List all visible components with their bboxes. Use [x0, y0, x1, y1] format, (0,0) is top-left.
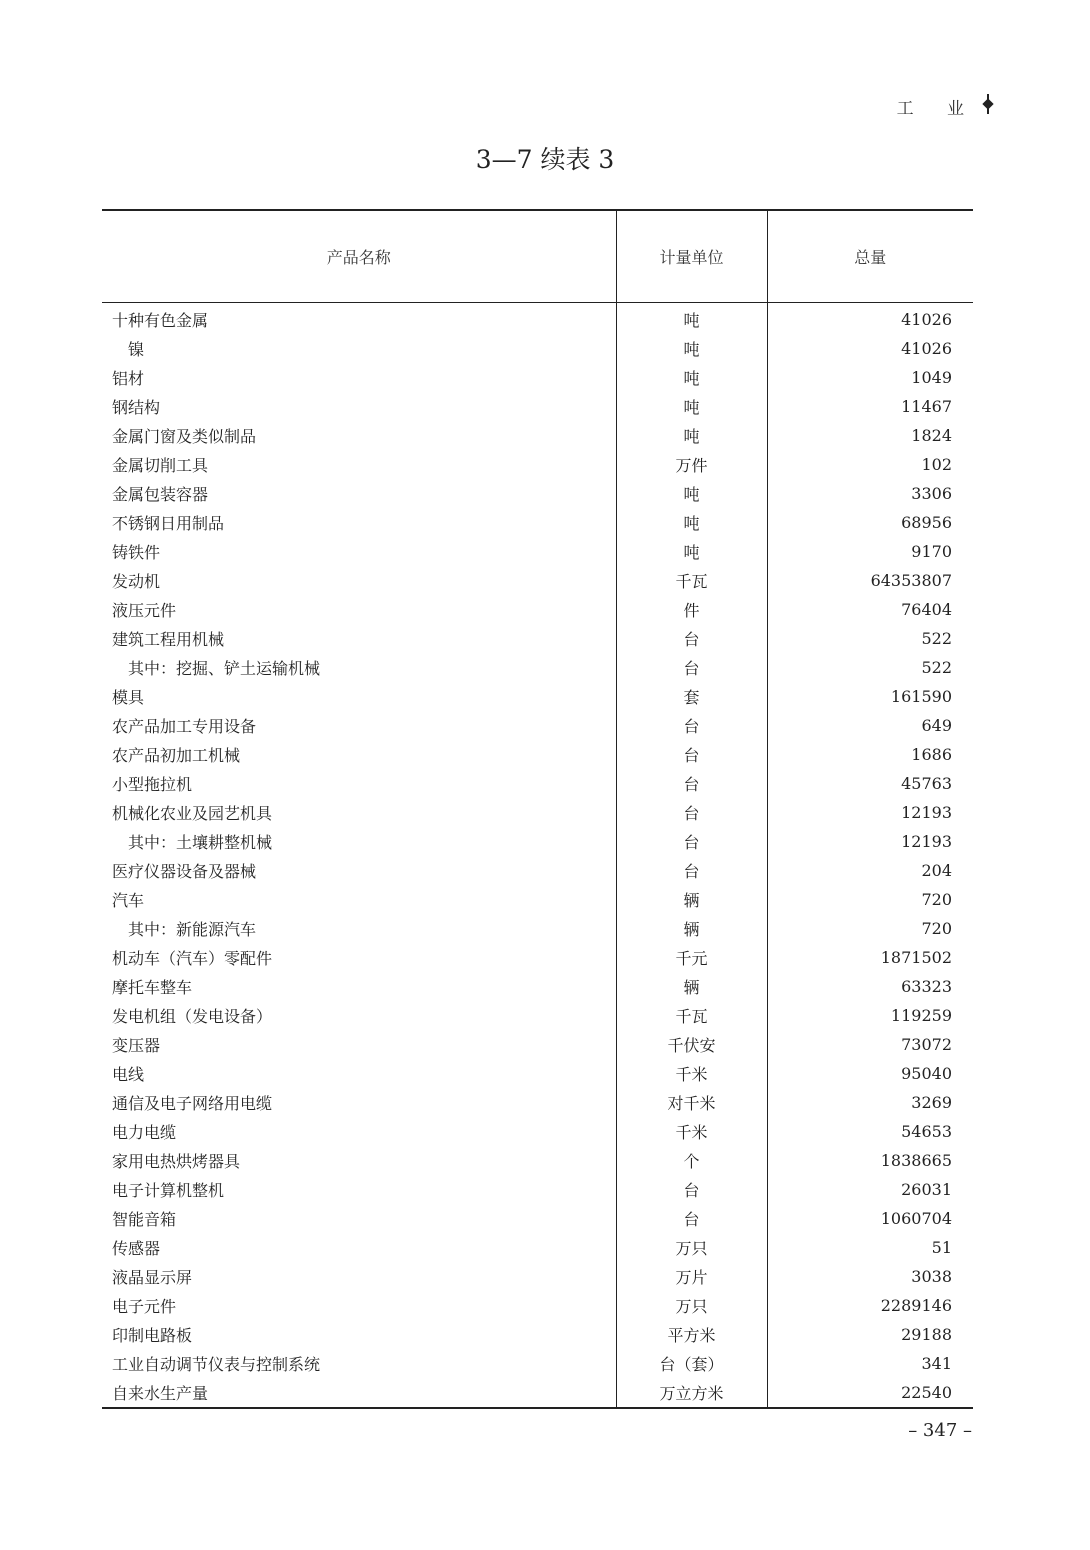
table-row — [102, 566, 973, 595]
product-name-cell: 钢结构 — [112, 398, 161, 417]
total-cell: 3038 — [767, 1262, 973, 1291]
product-name-cell: 铸铁件 — [112, 543, 161, 562]
product-name-cell: 金属门窗及类似制品 — [112, 427, 257, 446]
unit-cell: 辆 — [616, 972, 767, 1001]
table-row — [102, 1175, 973, 1204]
unit-cell: 吨 — [616, 303, 767, 335]
unit-cell: 件 — [616, 595, 767, 624]
total-cell: 204 — [767, 856, 973, 885]
total-cell: 3269 — [767, 1088, 973, 1117]
table-row — [102, 1059, 973, 1088]
unit-cell: 辆 — [616, 914, 767, 943]
unit-cell: 千米 — [616, 1117, 767, 1146]
total-cell: 119259 — [767, 1001, 973, 1030]
total-cell: 1686 — [767, 740, 973, 769]
product-name-cell: 十种有色金属 — [112, 311, 209, 330]
product-name-cell: 发电机组（发电设备） — [112, 1007, 273, 1026]
total-cell: 3306 — [767, 479, 973, 508]
unit-cell: 台 — [616, 827, 767, 856]
unit-cell: 台 — [616, 1175, 767, 1204]
product-name-cell: 通信及电子网络用电缆 — [112, 1094, 273, 1113]
unit-cell: 台（套） — [616, 1349, 767, 1378]
unit-cell: 吨 — [616, 334, 767, 363]
unit-cell: 套 — [616, 682, 767, 711]
unit-cell: 千瓦 — [616, 566, 767, 595]
total-cell: 73072 — [767, 1030, 973, 1059]
product-name-cell: 家用电热烘烤器具 — [112, 1152, 241, 1171]
total-cell: 720 — [767, 914, 973, 943]
unit-cell: 吨 — [616, 392, 767, 421]
table-row — [102, 653, 973, 682]
total-cell: 29188 — [767, 1320, 973, 1349]
total-cell: 63323 — [767, 972, 973, 1001]
total-cell: 51 — [767, 1233, 973, 1262]
unit-cell: 个 — [616, 1146, 767, 1175]
product-name-cell: 电子元件 — [112, 1297, 177, 1316]
unit-cell: 台 — [616, 711, 767, 740]
table-row — [102, 363, 973, 392]
unit-cell: 吨 — [616, 479, 767, 508]
table-row — [102, 972, 973, 1001]
total-cell: 1060704 — [767, 1204, 973, 1233]
unit-cell: 万片 — [616, 1262, 767, 1291]
table-row — [102, 392, 973, 421]
product-name-cell: 摩托车整车 — [112, 978, 193, 997]
unit-cell: 台 — [616, 1204, 767, 1233]
unit-cell: 千元 — [616, 943, 767, 972]
table-row — [102, 1088, 973, 1117]
table-row — [102, 537, 973, 566]
product-name-cell: 机动车（汽车）零配件 — [112, 949, 273, 968]
product-name-cell: 电线 — [112, 1065, 145, 1084]
table-row — [102, 1146, 973, 1175]
unit-cell: 台 — [616, 740, 767, 769]
unit-cell: 万只 — [616, 1233, 767, 1262]
table-row — [102, 1233, 973, 1262]
column-header-total: 总量 — [767, 210, 973, 303]
table-row — [102, 508, 973, 537]
section-label: 工 业 — [896, 99, 978, 119]
product-name-cell: 电子计算机整机 — [112, 1181, 225, 1200]
product-name-cell: 其中：新能源汽车 — [128, 920, 257, 939]
product-name-cell: 液晶显示屏 — [112, 1268, 193, 1287]
table-row — [102, 334, 973, 363]
product-name-cell: 金属切削工具 — [112, 456, 209, 475]
total-cell: 1824 — [767, 421, 973, 450]
product-name-cell: 液压元件 — [112, 601, 177, 620]
column-header-unit: 计量单位 — [616, 210, 767, 303]
table-row — [102, 827, 973, 856]
unit-cell: 台 — [616, 769, 767, 798]
table-row — [102, 624, 973, 653]
unit-cell: 千瓦 — [616, 1001, 767, 1030]
table-row — [102, 1262, 973, 1291]
product-name-cell: 铝材 — [112, 369, 145, 388]
table-row — [102, 682, 973, 711]
total-cell: 11467 — [767, 392, 973, 421]
unit-cell: 吨 — [616, 421, 767, 450]
total-cell: 1871502 — [767, 943, 973, 972]
column-header-product-name: 产品名称 — [102, 210, 616, 303]
unit-cell: 台 — [616, 798, 767, 827]
total-cell: 102 — [767, 450, 973, 479]
unit-cell: 万立方米 — [616, 1378, 767, 1408]
total-cell: 161590 — [767, 682, 973, 711]
table-body — [102, 303, 973, 1409]
unit-cell: 千米 — [616, 1059, 767, 1088]
product-name-cell: 农产品初加工机械 — [112, 746, 241, 765]
table-row — [102, 740, 973, 769]
total-cell: 2289146 — [767, 1291, 973, 1320]
total-cell: 9170 — [767, 537, 973, 566]
product-name-cell: 汽车 — [112, 891, 145, 910]
product-name-cell: 自来水生产量 — [112, 1384, 209, 1403]
table-row — [102, 1349, 973, 1378]
total-cell: 522 — [767, 653, 973, 682]
unit-cell: 平方米 — [616, 1320, 767, 1349]
running-header — [897, 94, 978, 119]
diamond-icon — [982, 98, 993, 109]
total-cell: 45763 — [767, 769, 973, 798]
product-name-cell: 农产品加工专用设备 — [112, 717, 257, 736]
table-row — [102, 914, 973, 943]
total-cell: 720 — [767, 885, 973, 914]
unit-cell: 台 — [616, 624, 767, 653]
product-name-cell: 发动机 — [112, 572, 161, 591]
total-cell: 341 — [767, 1349, 973, 1378]
product-name-cell: 智能音箱 — [112, 1210, 177, 1229]
unit-cell: 吨 — [616, 363, 767, 392]
product-name-cell: 医疗仪器设备及器械 — [112, 862, 257, 881]
unit-cell: 万只 — [616, 1291, 767, 1320]
total-cell: 1049 — [767, 363, 973, 392]
total-cell: 76404 — [767, 595, 973, 624]
total-cell: 41026 — [767, 334, 973, 363]
unit-cell: 千伏安 — [616, 1030, 767, 1059]
table-row — [102, 885, 973, 914]
table-row — [102, 1378, 973, 1408]
total-cell: 522 — [767, 624, 973, 653]
unit-cell: 对千米 — [616, 1088, 767, 1117]
table-row — [102, 769, 973, 798]
total-cell: 12193 — [767, 827, 973, 856]
table-row — [102, 595, 973, 624]
product-name-cell: 机械化农业及园艺机具 — [112, 804, 273, 823]
product-name-cell: 其中：挖掘、铲土运输机械 — [128, 659, 321, 678]
table-row — [102, 1320, 973, 1349]
product-name-cell: 镍 — [128, 340, 145, 359]
unit-cell: 台 — [616, 653, 767, 682]
unit-cell: 台 — [616, 856, 767, 885]
table-row — [102, 479, 973, 508]
total-cell: 64353807 — [767, 566, 973, 595]
table-row — [102, 421, 973, 450]
total-cell: 1838665 — [767, 1146, 973, 1175]
total-cell: 649 — [767, 711, 973, 740]
total-cell: 26031 — [767, 1175, 973, 1204]
page-number: – 347 – — [908, 1420, 972, 1441]
table-row — [102, 1001, 973, 1030]
product-name-cell: 模具 — [112, 688, 145, 707]
total-cell: 54653 — [767, 1117, 973, 1146]
product-name-cell: 电力电缆 — [112, 1123, 177, 1142]
table-row — [102, 1204, 973, 1233]
statistics-table — [102, 209, 973, 1409]
total-cell: 41026 — [767, 303, 973, 335]
product-name-cell: 工业自动调节仪表与控制系统 — [112, 1355, 321, 1374]
product-name-cell: 小型拖拉机 — [112, 775, 193, 794]
total-cell: 22540 — [767, 1378, 973, 1408]
unit-cell: 吨 — [616, 537, 767, 566]
product-name-cell: 金属包装容器 — [112, 485, 209, 504]
table-row — [102, 1117, 973, 1146]
unit-cell: 万件 — [616, 450, 767, 479]
table-row — [102, 711, 973, 740]
table-row — [102, 943, 973, 972]
table-row — [102, 1030, 973, 1059]
table-row — [102, 856, 973, 885]
product-name-cell: 其中：土壤耕整机械 — [128, 833, 273, 852]
product-name-cell: 印制电路板 — [112, 1326, 193, 1345]
total-cell: 12193 — [767, 798, 973, 827]
table-title: 3—7 续表 3 — [475, 145, 615, 174]
unit-cell: 辆 — [616, 885, 767, 914]
product-name-cell: 建筑工程用机械 — [112, 630, 225, 649]
total-cell: 95040 — [767, 1059, 973, 1088]
table-row — [102, 798, 973, 827]
table-header-row — [102, 210, 973, 303]
table-row — [102, 1291, 973, 1320]
product-name-cell: 传感器 — [112, 1239, 161, 1258]
unit-cell: 吨 — [616, 508, 767, 537]
total-cell: 68956 — [767, 508, 973, 537]
table-row — [102, 303, 973, 335]
product-name-cell: 变压器 — [112, 1036, 161, 1055]
product-name-cell: 不锈钢日用制品 — [112, 514, 225, 533]
table-row — [102, 450, 973, 479]
